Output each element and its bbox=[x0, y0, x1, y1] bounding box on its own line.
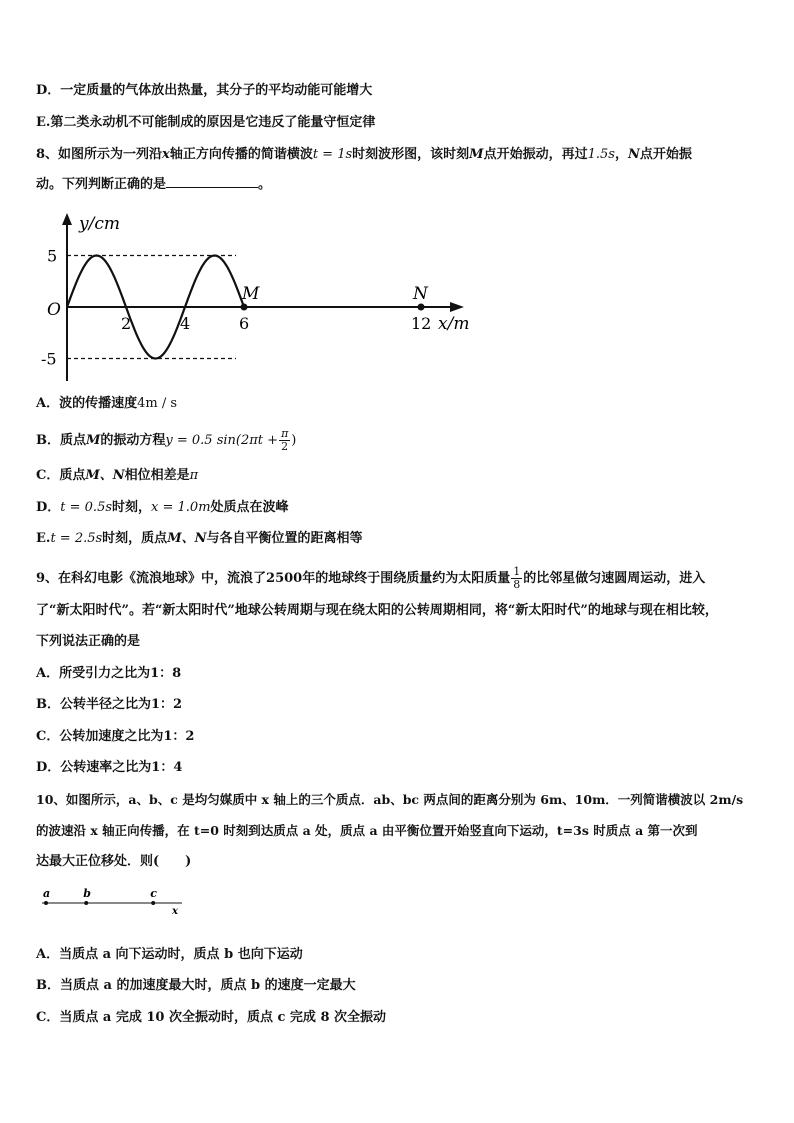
y-axis-label: y/cm bbox=[79, 214, 120, 234]
abc-axis-figure bbox=[36, 884, 196, 920]
q9-option-c: C．公转加速度之比为1：2 bbox=[36, 729, 195, 744]
point-m-dot bbox=[241, 304, 248, 311]
q9-option-a: A．所受引力之比为1：8 bbox=[36, 666, 182, 681]
y-tick-5: 5 bbox=[47, 246, 58, 266]
y-axis-arrow bbox=[62, 213, 72, 225]
q10-option-b: B．当质点 a 的加速度最大时，质点 b 的速度一定最大 bbox=[36, 978, 356, 993]
q9-stem-line1: 9、在科幻电影《流浪地球》中，流浪了2500年的地球终于围绕质量约为太阳质量 $\frac{1}{8}$ 的比邻星做匀速圆周运动，进入 bbox=[36, 565, 706, 591]
q10-stem-line1: 10、如图所示，a、b、c 是均匀媒质中 x 轴上的三个质点．ab、bc 两点间的距离分别为 6m、10m．一列简谐横波以 2m/s bbox=[36, 792, 744, 807]
q9-option-b: B．公转半径之比为1：2 bbox=[36, 697, 183, 712]
point-b-label: b bbox=[83, 887, 91, 900]
point-n-dot bbox=[418, 304, 425, 311]
point-a-label: a bbox=[43, 887, 51, 900]
x-axis-label: x/m bbox=[438, 314, 470, 334]
x-tick-12: 12 bbox=[411, 314, 432, 333]
q10-stem-line3: 达最大正位移处．则( ) bbox=[36, 854, 192, 869]
x-tick-4: 4 bbox=[180, 314, 191, 333]
q10-option-a: A．当质点 a 向下运动时，质点 b 也向下运动 bbox=[36, 947, 303, 962]
option-d-prev: D．一定质量的气体放出热量，其分子的平均动能可能增大 bbox=[36, 83, 373, 98]
q9-stem-line3: 下列说法正确的是 bbox=[36, 634, 141, 649]
q8-option-b: B．质点M的振动方程y = 0.5 sin(2πt + $\frac{\pi}{2}$ ) bbox=[36, 427, 297, 453]
x-axis-label: x bbox=[172, 906, 178, 917]
q8-option-c: C．质点M、N相位相差是π bbox=[36, 468, 199, 483]
q9-stem-line2: 了“新太阳时代”。若“新太阳时代”地球公转周期与现在绕太阳的公转周期相同，将“新太阳时代”的地球与现在相比较， bbox=[36, 603, 718, 618]
x-tick-2: 2 bbox=[121, 314, 132, 333]
point-a-dot bbox=[44, 901, 48, 905]
point-m-label: M bbox=[242, 284, 260, 304]
origin-label: O bbox=[47, 300, 61, 320]
q8-option-a: A．波的传播速度4m / s bbox=[36, 396, 178, 411]
y-tick-neg5: -5 bbox=[41, 349, 57, 369]
q10-stem-line2: 的波速沿 x 轴正向传播，在 t=0 时刻到达质点 a 处，质点 a 由平衡位置开始竖直向下运动，t=3s 时质点 a 第一次到 bbox=[36, 823, 698, 838]
answer-blank bbox=[166, 175, 258, 188]
wave-figure bbox=[40, 203, 480, 388]
q8-stem-line1: 8、如图所示为一列沿x轴正方向传播的简谐横波t = 1s时刻波形图，该时刻M点开始振动，再过1.5s，N点开始振 bbox=[36, 147, 692, 162]
x-tick-6: 6 bbox=[239, 314, 250, 333]
q9-option-d: D．公转速率之比为1：4 bbox=[36, 760, 183, 775]
q8-stem-line2: 动。下列判断正确的是 。 bbox=[36, 177, 272, 192]
x-axis-arrow bbox=[450, 302, 464, 312]
point-c-dot bbox=[151, 901, 155, 905]
q8-option-e: E.t = 2.5s时刻，质点M、N与各自平衡位置的距离相等 bbox=[36, 531, 363, 546]
option-e-prev: E.第二类永动机不可能制成的原因是它违反了能量守恒定律 bbox=[36, 115, 376, 130]
q10-option-c: C．当质点 a 完成 10 次全振动时，质点 c 完成 8 次全振动 bbox=[36, 1010, 387, 1025]
point-c-label: c bbox=[150, 887, 157, 900]
point-n-label: N bbox=[413, 284, 428, 304]
q8-option-d: D．t = 0.5s时刻，x = 1.0m处质点在波峰 bbox=[36, 500, 289, 515]
point-b-dot bbox=[84, 901, 88, 905]
